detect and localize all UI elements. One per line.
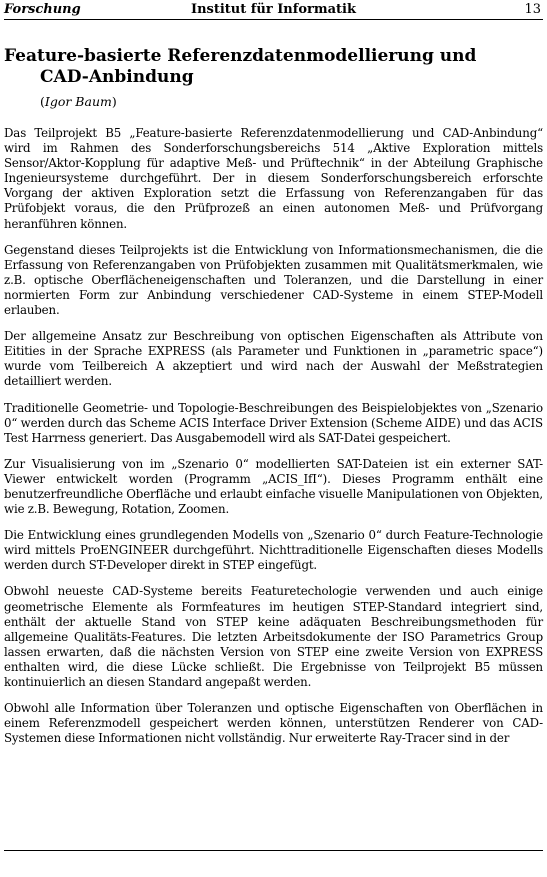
article-title <box>4 46 543 88</box>
body-paragraph-2: Gegenstand dieses Teilprojekts ist die Entwicklung von Informationsmechanismen, die die Erfassung von Referenzangaben von Prüfobjekten zusammen mit Qualitätsmerkmalen, wie z.B. optische Oberflächeneigenschaften und Toleranzen, und die Darstellung in einer normierten Form zur Anbindung verschiedener CAD-Systeme in einem STEP-Modell erlauben. <box>4 242 543 318</box>
article-body <box>4 126 543 746</box>
page-number: 13 <box>524 2 541 17</box>
article-title-line-1: Feature-basierte Referenzdatenmodellierung und <box>4 46 477 66</box>
body-paragraph-6: Die Entwicklung eines grundlegenden Modells von „Szenario 0“ durch Feature-Technologie wird mittels ProENGINEER durchgeführt. Nichttraditionelle Eigenschaften dieses Modells werden durch ST-Developer direkt in STEP eingefügt. <box>4 528 543 573</box>
footer-rule <box>4 850 543 851</box>
author-name: Igor Baum <box>44 94 112 109</box>
article-title-line-2: CAD-Anbindung <box>40 67 194 87</box>
article-author: (Igor Baum) <box>40 94 117 109</box>
header-institute-name: Institut für Informatik <box>191 2 356 17</box>
document-page <box>0 1 547 877</box>
running-header <box>4 1 543 20</box>
body-paragraph-3: Der allgemeine Ansatz zur Beschreibung von optischen Eigenschaften als Attribute von Eitities in der Sprache EXPRESS (als Parameter und Funktionen in „parametric space“) wurde vom Teilbereich A akzeptiert und wird nach der Auswahl der Meßstrategien detailliert werden. <box>4 329 543 389</box>
body-paragraph-5: Zur Visualisierung von im „Szenario 0“ modellierten SAT-Dateien ist ein externer SAT-Viewer entwickelt worden (Programm „ACIS_IfI“). Dieses Programm enthält eine benutzerfreundliche Oberfläche und erlaubt einfache visuelle Manipulationen von Objekten, wie z.B. Bewegung, Rotation, Zoomen. <box>4 456 543 517</box>
body-paragraph-7: Obwohl neueste CAD-Systeme bereits Featuretechologie verwenden und auch einige geometrische Elemente als Formfeatures im heutigen STEP-Standard integriert sind, enthält der aktuelle Stand von STEP keine adäquaten Beschreibungsmethoden für allgemeine Qualitäts-Features. Die letzten Arbeitsdokumente der ISO Parametrics Group lassen erwarten, daß die nächsten Version von STEP eine zweite Version von EXPRESS enthalten wird, die diese Lücke schließt. Die Ergebnisse von Teilprojekt B5 müssen kontinuierlich an diesen Standard angepaßt werden. <box>4 584 543 689</box>
header-section-name: Forschung <box>4 2 81 17</box>
body-paragraph-4: Traditionelle Geometrie- und Topologie-Beschreibungen des Beispielobjektes von „Szenario 0“ werden durch das Scheme ACIS Interface Driver Extension (Scheme AIDE) und das ACIS Test Harrness generiert. Das Ausgabemodell wird als SAT-Datei gespeichert. <box>4 400 543 445</box>
body-paragraph-1: Das Teilprojekt B5 „Feature-basierte Referenzdatenmodellierung und CAD-Anbindung“ wird im Rahmen des Sonderforschungsbereichs 514 „Aktive Exploration mittels Sensor/Aktor-Kopplung für adaptive Meß- und Prüftechnik“ in der Abteilung Graphische Ingenieursysteme durchgeführt. Der in diesem Sonderforschungsbereich erforschte Vorgang der aktiven Exploration setzt die Erfassung von Referenzangaben für das Prüfobjekt voraus, die den Prüfprozeß an einen autonomen Meß- und Prüfvorgang heranführen können. <box>4 126 543 231</box>
body-paragraph-8: Obwohl alle Information über Toleranzen und optische Eigenschaften von Oberflächen in einem Referenzmodell gespeichert werden können, unterstützen Renderer von CAD-Systemen diese Informationen nicht vollständig. Nur erweiterte Ray-Tracer sind in der <box>4 701 543 746</box>
